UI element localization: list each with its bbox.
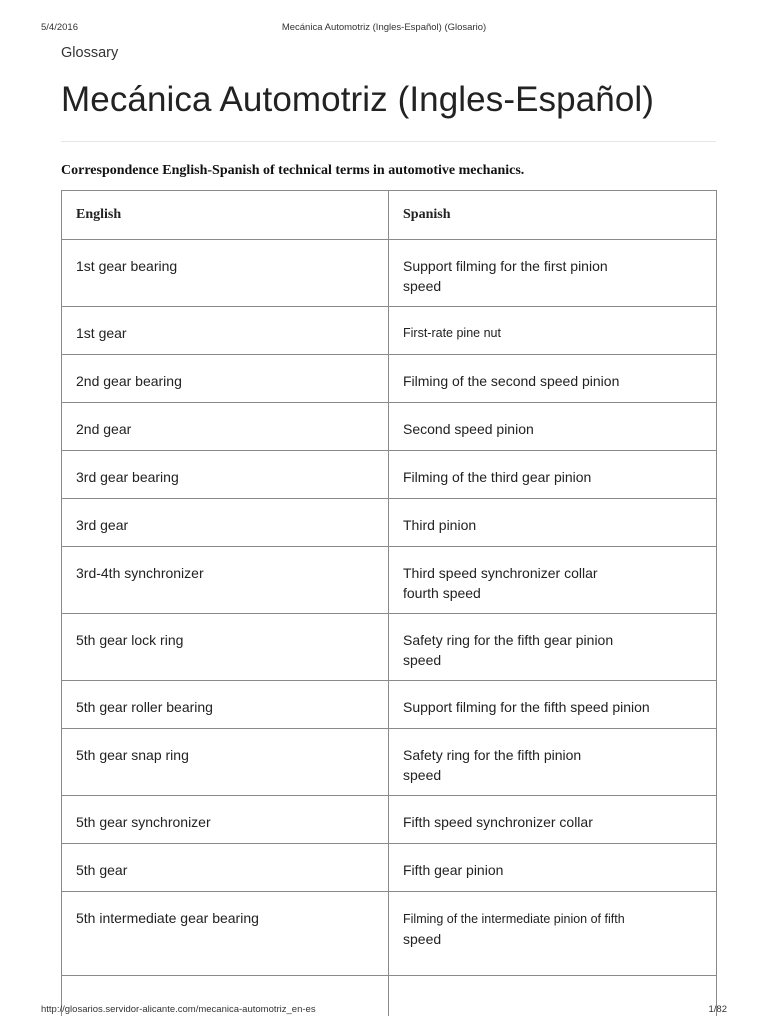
table-header-row — [62, 191, 717, 240]
english-term: 2nd gear — [62, 403, 389, 451]
spanish-term: Filming of the intermediate pinion of fifth speed — [389, 892, 717, 976]
table-row — [62, 307, 717, 355]
table-row — [62, 892, 717, 976]
spanish-term: Filming of the third gear pinion — [389, 451, 717, 499]
table-row — [62, 240, 717, 307]
spanish-term: Third pinion — [389, 499, 717, 547]
spanish-term: Support filming for the fifth speed pinion — [389, 681, 717, 729]
english-term: 5th gear roller bearing — [62, 681, 389, 729]
table-row — [62, 451, 717, 499]
page-title: Mecánica Automotriz (Ingles-Español) — [61, 80, 655, 119]
table-row — [62, 844, 717, 892]
intro-text: Correspondence English-Spanish of technical terms in automotive mechanics. — [61, 163, 525, 178]
english-term: 5th gear — [62, 844, 389, 892]
table-row — [62, 796, 717, 844]
page-number: 1/82 — [708, 1004, 727, 1015]
title-divider — [61, 141, 716, 142]
spanish-term: Fifth gear pinion — [389, 844, 717, 892]
print-document-title: Mecánica Automotriz (Ingles-Español) (Glosario) — [281, 22, 487, 33]
spanish-term: Fifth speed synchronizer collar — [389, 796, 717, 844]
spanish-term: Third speed synchronizer collar fourth speed — [389, 547, 717, 614]
table-row — [62, 614, 717, 681]
english-term: 3rd-4th synchronizer — [62, 547, 389, 614]
spanish-term: Safety ring for the fifth pinion speed — [389, 729, 717, 796]
table-row — [62, 499, 717, 547]
english-term: 2nd gear bearing — [62, 355, 389, 403]
column-header-spanish: Spanish — [389, 191, 717, 240]
page-url: http://glosarios.servidor-alicante.com/mecanica-automotriz_en-es — [41, 1004, 316, 1015]
section-label: Glossary — [61, 45, 119, 61]
column-header-english: English — [62, 191, 389, 240]
spanish-term: Support filming for the first pinion speed — [389, 240, 717, 307]
english-term: 5th intermediate gear bearing — [62, 892, 389, 976]
print-date: 5/4/2016 — [41, 22, 78, 33]
spanish-term: Safety ring for the fifth gear pinion speed — [389, 614, 717, 681]
spanish-term: First-rate pine nut — [389, 307, 717, 355]
english-term: 5th gear lock ring — [62, 614, 389, 681]
english-term: 5th gear synchronizer — [62, 796, 389, 844]
glossary-table — [61, 190, 717, 1016]
spanish-term-empty — [389, 976, 717, 1016]
english-term: 1st gear bearing — [62, 240, 389, 307]
table-row — [62, 403, 717, 451]
table-row — [62, 681, 717, 729]
english-term: 3rd gear bearing — [62, 451, 389, 499]
table-row — [62, 547, 717, 614]
table-row — [62, 729, 717, 796]
english-term: 3rd gear — [62, 499, 389, 547]
english-term: 5th gear snap ring — [62, 729, 389, 796]
spanish-term: Second speed pinion — [389, 403, 717, 451]
spanish-term: Filming of the second speed pinion — [389, 355, 717, 403]
table-row — [62, 355, 717, 403]
english-term: 1st gear — [62, 307, 389, 355]
